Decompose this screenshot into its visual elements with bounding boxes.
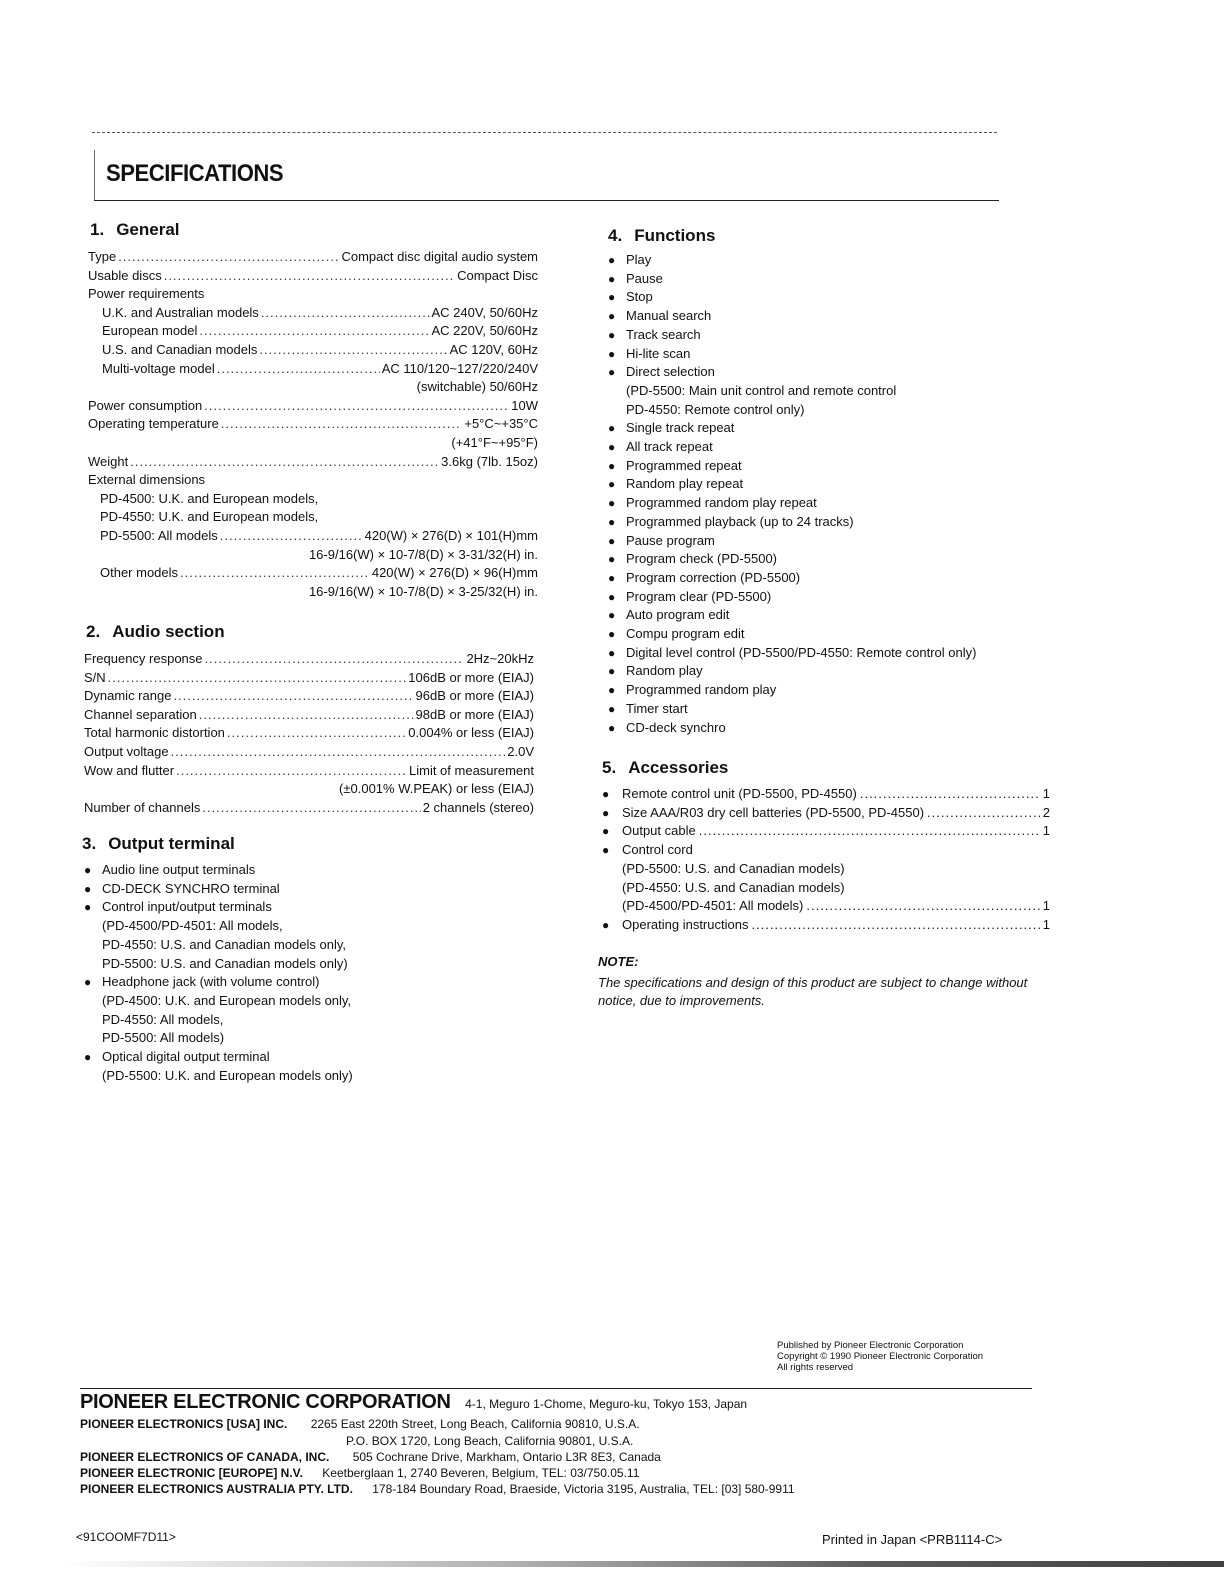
bullet-icon: ● (84, 863, 92, 877)
spec-label: Number of channels (84, 799, 201, 815)
section-heading-text: Functions (634, 226, 716, 245)
corp-canada-address: 505 Cochrane Drive, Markham, Ontario L3R 8E3, Canada (352, 1450, 661, 1464)
spec-label: Multi-voltage model (102, 360, 215, 376)
item-text: Control input/output terminals (102, 899, 272, 915)
spec-value: AC 120V, 60Hz (449, 341, 538, 357)
bullet-icon: ● (602, 824, 610, 839)
general-spec-row (88, 397, 538, 416)
note-heading: NOTE: (598, 954, 639, 969)
leader-dots (176, 762, 407, 781)
item-note: PD-5500: U.S. and Canadian models only) (102, 955, 348, 971)
footer-printed: Printed in Japan <PRB1114-C> (822, 1532, 1003, 1547)
spec-label: Other models (100, 565, 179, 581)
function-item (606, 475, 1076, 494)
function-item (606, 550, 1076, 569)
function-item (606, 662, 1076, 681)
general-spec-row (88, 360, 538, 379)
section-audio-heading (86, 622, 225, 642)
spec-label: Power consumption (88, 397, 203, 413)
function-item (606, 345, 1076, 364)
bullet-icon: ● (84, 881, 92, 896)
title-bottom-rule (94, 200, 999, 201)
general-spec-row (88, 285, 538, 304)
accessory-row (602, 879, 1050, 898)
bullet-icon: ● (608, 533, 616, 548)
general-spec-row (88, 378, 538, 397)
accessory-qty: 1 (1042, 786, 1050, 801)
audio-spec-row (84, 780, 534, 799)
item-text: Digital level control (PD-5500/PD-4550: Remote control only) (626, 644, 977, 660)
bottom-scan-edge (60, 1561, 1224, 1567)
general-spec-row (88, 322, 538, 341)
leader-dots (118, 248, 339, 267)
spec-label: PD-4500: U.K. and European models, (100, 490, 319, 506)
bullet-icon: ● (608, 365, 616, 380)
bullet-icon: ● (608, 327, 616, 342)
section-heading-text: Output terminal (108, 834, 235, 853)
accessories-list (602, 785, 1050, 935)
bullet-icon: ● (608, 440, 616, 455)
function-item (606, 532, 1076, 551)
corp-canada-name: PIONEER ELECTRONICS OF CANADA, INC. (80, 1450, 330, 1464)
item-note: (PD-4500/PD-4501: All models, (102, 918, 283, 934)
section-number: 2. (86, 622, 101, 641)
accessory-qty: 1 (1042, 823, 1050, 839)
audio-spec-row (84, 799, 534, 818)
accessory-row (602, 822, 1050, 841)
bullet-icon: ● (608, 720, 616, 735)
spec-label: Output voltage (84, 743, 169, 759)
spec-value: 3.6kg (7lb. 15oz) (441, 453, 538, 469)
corp-main-address: 4-1, Meguro 1-Chome, Meguro-ku, Tokyo 153, Japan (465, 1397, 748, 1411)
general-spec-row (88, 304, 538, 323)
bullet-icon: ● (608, 421, 616, 436)
leader-dots (204, 397, 509, 416)
bullet-icon: ● (608, 552, 616, 567)
audio-spec-row (84, 724, 534, 743)
spec-label: Frequency response (84, 651, 203, 666)
spec-label: Operating temperature (88, 416, 219, 432)
item-text: Timer start (626, 700, 688, 716)
spec-label: Type (88, 249, 117, 264)
general-spec-list (88, 248, 538, 601)
bullet-icon: ● (608, 290, 616, 305)
function-item (606, 288, 1076, 307)
leader-dots (202, 799, 420, 818)
section-heading-text: Audio section (112, 622, 225, 641)
section-functions-heading (608, 226, 715, 246)
item-text: Track search (626, 326, 701, 342)
accessory-qty: 1 (1042, 916, 1050, 932)
general-spec-row (88, 453, 538, 472)
bullet-icon: ● (608, 271, 616, 286)
function-item (606, 588, 1076, 607)
bullet-icon: ● (84, 900, 92, 915)
item-text: Manual search (626, 308, 712, 324)
section-heading-text: Accessories (628, 758, 729, 777)
leader-dots (164, 267, 455, 286)
leader-dots (199, 322, 429, 341)
function-item (606, 419, 1076, 438)
corp-europe-name: PIONEER ELECTRONIC [EUROPE] N.V. (80, 1466, 303, 1480)
spec-value: +5°C~+35°C (464, 416, 538, 432)
item-note: PD-5500: All models) (102, 1030, 225, 1046)
output-terminal-item (82, 880, 522, 899)
section-number: 5. (602, 758, 617, 777)
spec-value: 16-9/16(W) × 10-7/8(D) × 3-31/32(H) in. (308, 546, 538, 562)
spec-value: 98dB or more (EIAJ) (415, 706, 534, 722)
leader-dots (108, 669, 407, 688)
corp-canada-row (80, 1449, 661, 1465)
accessory-row (602, 785, 1050, 804)
item-text: Random play repeat (626, 476, 744, 492)
item-text: Direct selection (626, 364, 715, 380)
bullet-icon: ● (608, 496, 616, 511)
spec-label: External dimensions (88, 472, 206, 488)
accessory-row (602, 916, 1050, 935)
audio-spec-row (84, 687, 534, 706)
accessory-label: Remote control unit (PD-5500, PD-4550) (622, 786, 857, 801)
general-spec-row (88, 527, 538, 546)
item-text: Compu program edit (626, 626, 745, 642)
corp-australia-address: 178-184 Boundary Road, Braeside, Victoria 3195, Australia, TEL: [03] 580-9911 (372, 1482, 795, 1496)
spec-value: AC 110/120~127/220/240V (381, 360, 538, 376)
spec-value: (±0.001% W.PEAK) or less (EIAJ) (339, 781, 534, 797)
accessory-qty: 1 (1042, 898, 1050, 914)
accessory-label: Operating instructions (622, 916, 749, 932)
output-terminal-list (82, 861, 522, 1085)
function-item (606, 719, 1076, 738)
output-terminal-item (82, 973, 522, 1048)
corp-main-name: PIONEER ELECTRONIC CORPORATION (80, 1391, 451, 1413)
audio-spec-row (84, 743, 534, 762)
leader-dots (217, 360, 380, 379)
general-spec-row (88, 583, 538, 602)
corp-australia-name: PIONEER ELECTRONICS AUSTRALIA PTY. LTD. (80, 1482, 353, 1496)
leader-dots (751, 916, 1039, 935)
spec-value: 2Hz~20kHz (466, 651, 534, 666)
audio-spec-row (84, 669, 534, 688)
function-item (606, 644, 1076, 663)
audio-spec-row (84, 650, 534, 669)
function-item (606, 326, 1076, 345)
bullet-icon: ● (602, 787, 610, 801)
bullet-icon: ● (608, 627, 616, 642)
general-spec-row (88, 490, 538, 509)
functions-list (606, 251, 1076, 737)
leader-dots (180, 564, 370, 583)
section-general-heading (90, 220, 180, 240)
section-accessories-heading (602, 758, 728, 778)
general-spec-row (88, 508, 538, 527)
page-title: SPECIFICATIONS (106, 160, 284, 187)
corp-europe-address: Keetberglaan 1, 2740 Beveren, Belgium, TEL: 03/750.05.11 (322, 1466, 640, 1480)
spec-value: 2 channels (stereo) (422, 799, 534, 815)
item-text: Random play (626, 663, 703, 679)
bullet-icon: ● (608, 701, 616, 716)
published-line: Published by Pioneer Electronic Corporation (777, 1340, 964, 1351)
general-spec-row (88, 341, 538, 360)
corp-europe-row (80, 1465, 639, 1481)
accessory-label: (PD-4500/PD-4501: All models) (622, 898, 804, 914)
spec-value: 16-9/16(W) × 10-7/8(D) × 3-25/32(H) in. (308, 583, 538, 599)
section-heading-text: General (116, 220, 180, 239)
function-item (606, 251, 1076, 270)
bullet-icon: ● (608, 458, 616, 473)
accessory-label: (PD-5500: U.S. and Canadian models) (622, 860, 845, 876)
spec-label: U.S. and Canadian models (102, 341, 258, 357)
output-terminal-item (82, 861, 522, 880)
item-text: Optical digital output terminal (102, 1049, 270, 1065)
item-text: Programmed repeat (626, 457, 742, 473)
item-text: Pause (626, 270, 663, 286)
footer-code: <91COOMF7D11> (76, 1530, 176, 1544)
spec-label: Dynamic range (84, 688, 172, 704)
copyright-line: Copyright © 1990 Pioneer Electronic Corporation (777, 1351, 984, 1362)
spec-value: 0.004% or less (EIAJ) (408, 725, 534, 741)
accessory-row (602, 841, 1050, 860)
leader-dots (806, 897, 1039, 916)
section-number: 1. (90, 220, 105, 239)
spec-value: Limit of measurement (409, 762, 534, 778)
function-item (606, 513, 1076, 532)
function-item (606, 457, 1076, 476)
leader-dots (261, 304, 430, 323)
section-number: 3. (82, 834, 97, 853)
leader-dots (171, 743, 506, 762)
output-terminal-item (82, 1048, 522, 1085)
corp-usa-address-2: P.O. BOX 1720, Long Beach, California 90801, U.S.A. (346, 1434, 634, 1448)
spec-value: 420(W) × 276(D) × 96(H)mm (371, 565, 538, 581)
spec-label: Weight (88, 453, 129, 469)
spec-value: 96dB or more (EIAJ) (415, 688, 534, 704)
leader-dots (220, 527, 363, 546)
spec-label: U.K. and Australian models (102, 304, 259, 320)
item-text: Program check (PD-5500) (626, 551, 777, 567)
spec-value: Compact disc digital audio system (341, 249, 538, 264)
spec-label: Wow and flutter (84, 762, 175, 778)
function-item (606, 625, 1076, 644)
item-text: Play (626, 252, 652, 267)
leader-dots (927, 804, 1040, 823)
accessory-label: Output cable (622, 823, 696, 839)
item-text: CD-DECK SYNCHRO terminal (102, 880, 280, 896)
bullet-icon: ● (602, 843, 610, 858)
leader-dots (227, 724, 406, 743)
leader-dots (860, 785, 1040, 804)
published-block (777, 1340, 983, 1373)
spec-label: Usable discs (88, 267, 162, 283)
corp-usa-name: PIONEER ELECTRONICS [USA] INC. (80, 1417, 288, 1431)
function-item (606, 270, 1076, 289)
item-text: Pause program (626, 532, 715, 548)
accessory-row (602, 804, 1050, 823)
corp-main-row (80, 1391, 747, 1414)
top-rule (92, 132, 997, 133)
general-spec-row (88, 471, 538, 490)
general-spec-row (88, 248, 538, 267)
bullet-icon: ● (608, 477, 616, 492)
function-item (606, 606, 1076, 625)
spec-label: S/N (84, 669, 106, 685)
leader-dots (205, 650, 465, 669)
title-frame-left (94, 150, 95, 200)
spec-value: 2.0V (507, 743, 534, 759)
item-text: Headphone jack (with volume control) (102, 974, 320, 990)
item-text: CD-deck synchro (626, 719, 726, 735)
corp-australia-row (80, 1481, 795, 1497)
item-note: PD-4550: U.S. and Canadian models only, (102, 936, 347, 952)
item-note: PD-4550: All models, (102, 1011, 224, 1027)
spec-label: PD-5500: All models (100, 527, 218, 543)
item-text: Programmed random play (626, 682, 777, 698)
item-text: Program clear (PD-5500) (626, 588, 772, 604)
item-text: All track repeat (626, 439, 713, 455)
function-item (606, 494, 1076, 513)
general-spec-row (88, 434, 538, 453)
accessory-label: Control cord (622, 842, 693, 858)
spec-label: Total harmonic distortion (84, 725, 225, 741)
audio-spec-row (84, 706, 534, 725)
function-item (606, 307, 1076, 326)
spec-value: (+41°F~+95°F) (451, 434, 538, 450)
accessory-row (602, 860, 1050, 879)
bullet-icon: ● (84, 1050, 92, 1065)
leader-dots (221, 415, 463, 434)
leader-dots (199, 706, 414, 725)
spec-value: AC 220V, 50/60Hz (431, 323, 538, 339)
accessory-label: (PD-4550: U.S. and Canadian models) (622, 879, 845, 895)
item-text: Program correction (PD-5500) (626, 569, 801, 585)
bullet-icon: ● (608, 514, 616, 529)
function-item (606, 569, 1076, 588)
accessory-row (602, 897, 1050, 916)
function-item (606, 438, 1076, 457)
bullet-icon: ● (608, 608, 616, 623)
bullet-icon: ● (602, 917, 610, 932)
bullet-icon: ● (602, 805, 610, 820)
item-text: Programmed random play repeat (626, 495, 817, 511)
audio-spec-list (84, 650, 534, 817)
spec-value: Compact Disc (457, 267, 538, 283)
bullet-icon: ● (608, 570, 616, 585)
bullet-icon: ● (84, 975, 92, 990)
item-text: Auto program edit (626, 607, 730, 623)
section-number: 4. (608, 226, 623, 245)
bullet-icon: ● (608, 683, 616, 698)
spec-value: (switchable) 50/60Hz (416, 379, 538, 395)
item-text: Stop (626, 289, 653, 305)
leader-dots (699, 822, 1040, 841)
item-text: Single track repeat (626, 420, 735, 436)
rights-line: All rights reserved (777, 1362, 854, 1373)
spec-value: 106dB or more (EIAJ) (408, 669, 534, 685)
bullet-icon: ● (608, 309, 616, 324)
corp-rule (80, 1388, 1032, 1389)
bullet-icon: ● (608, 346, 616, 361)
accessory-label: Size AAA/R03 dry cell batteries (PD-5500, PD-4550) (622, 804, 925, 820)
spec-value: 420(W) × 276(D) × 101(H)mm (364, 527, 538, 543)
general-spec-row (88, 267, 538, 286)
accessory-qty: 2 (1042, 804, 1050, 820)
note-text: The specifications and design of this product are subject to change without notice, due to improvements. (598, 975, 1028, 1008)
section-output-heading (82, 834, 235, 854)
item-text: Audio line output terminals (102, 862, 256, 877)
general-spec-row (88, 564, 538, 583)
spec-label: Channel separation (84, 706, 197, 722)
bullet-icon: ● (608, 664, 616, 679)
corp-usa-row (80, 1416, 640, 1432)
spec-label: Power requirements (88, 286, 205, 302)
spec-value: AC 240V, 50/60Hz (431, 304, 538, 320)
leader-dots (130, 453, 439, 472)
corp-usa-address: 2265 East 220th Street, Long Beach, California 90810, U.S.A. (310, 1417, 640, 1431)
function-item (606, 363, 1076, 419)
spec-label: European model (102, 323, 198, 339)
bullet-icon: ● (608, 589, 616, 604)
leader-dots (173, 687, 413, 706)
item-note: (PD-4500: U.K. and European models only, (102, 992, 352, 1008)
function-item (606, 681, 1076, 700)
item-note: PD-4550: Remote control only) (626, 401, 805, 417)
leader-dots (259, 341, 447, 360)
item-text: Hi-lite scan (626, 345, 691, 361)
item-note: (PD-5500: U.K. and European models only) (102, 1067, 353, 1083)
output-terminal-item (82, 898, 522, 973)
spec-label: PD-4550: U.K. and European models, (100, 509, 319, 525)
function-item (606, 700, 1076, 719)
item-text: Programmed playback (up to 24 tracks) (626, 513, 854, 529)
spec-value: 10W (511, 397, 538, 413)
bullet-icon: ● (608, 645, 616, 660)
general-spec-row (88, 546, 538, 565)
general-spec-row (88, 415, 538, 434)
item-note: (PD-5500: Main unit control and remote control (626, 382, 897, 398)
bullet-icon: ● (608, 253, 616, 267)
audio-spec-row (84, 762, 534, 781)
